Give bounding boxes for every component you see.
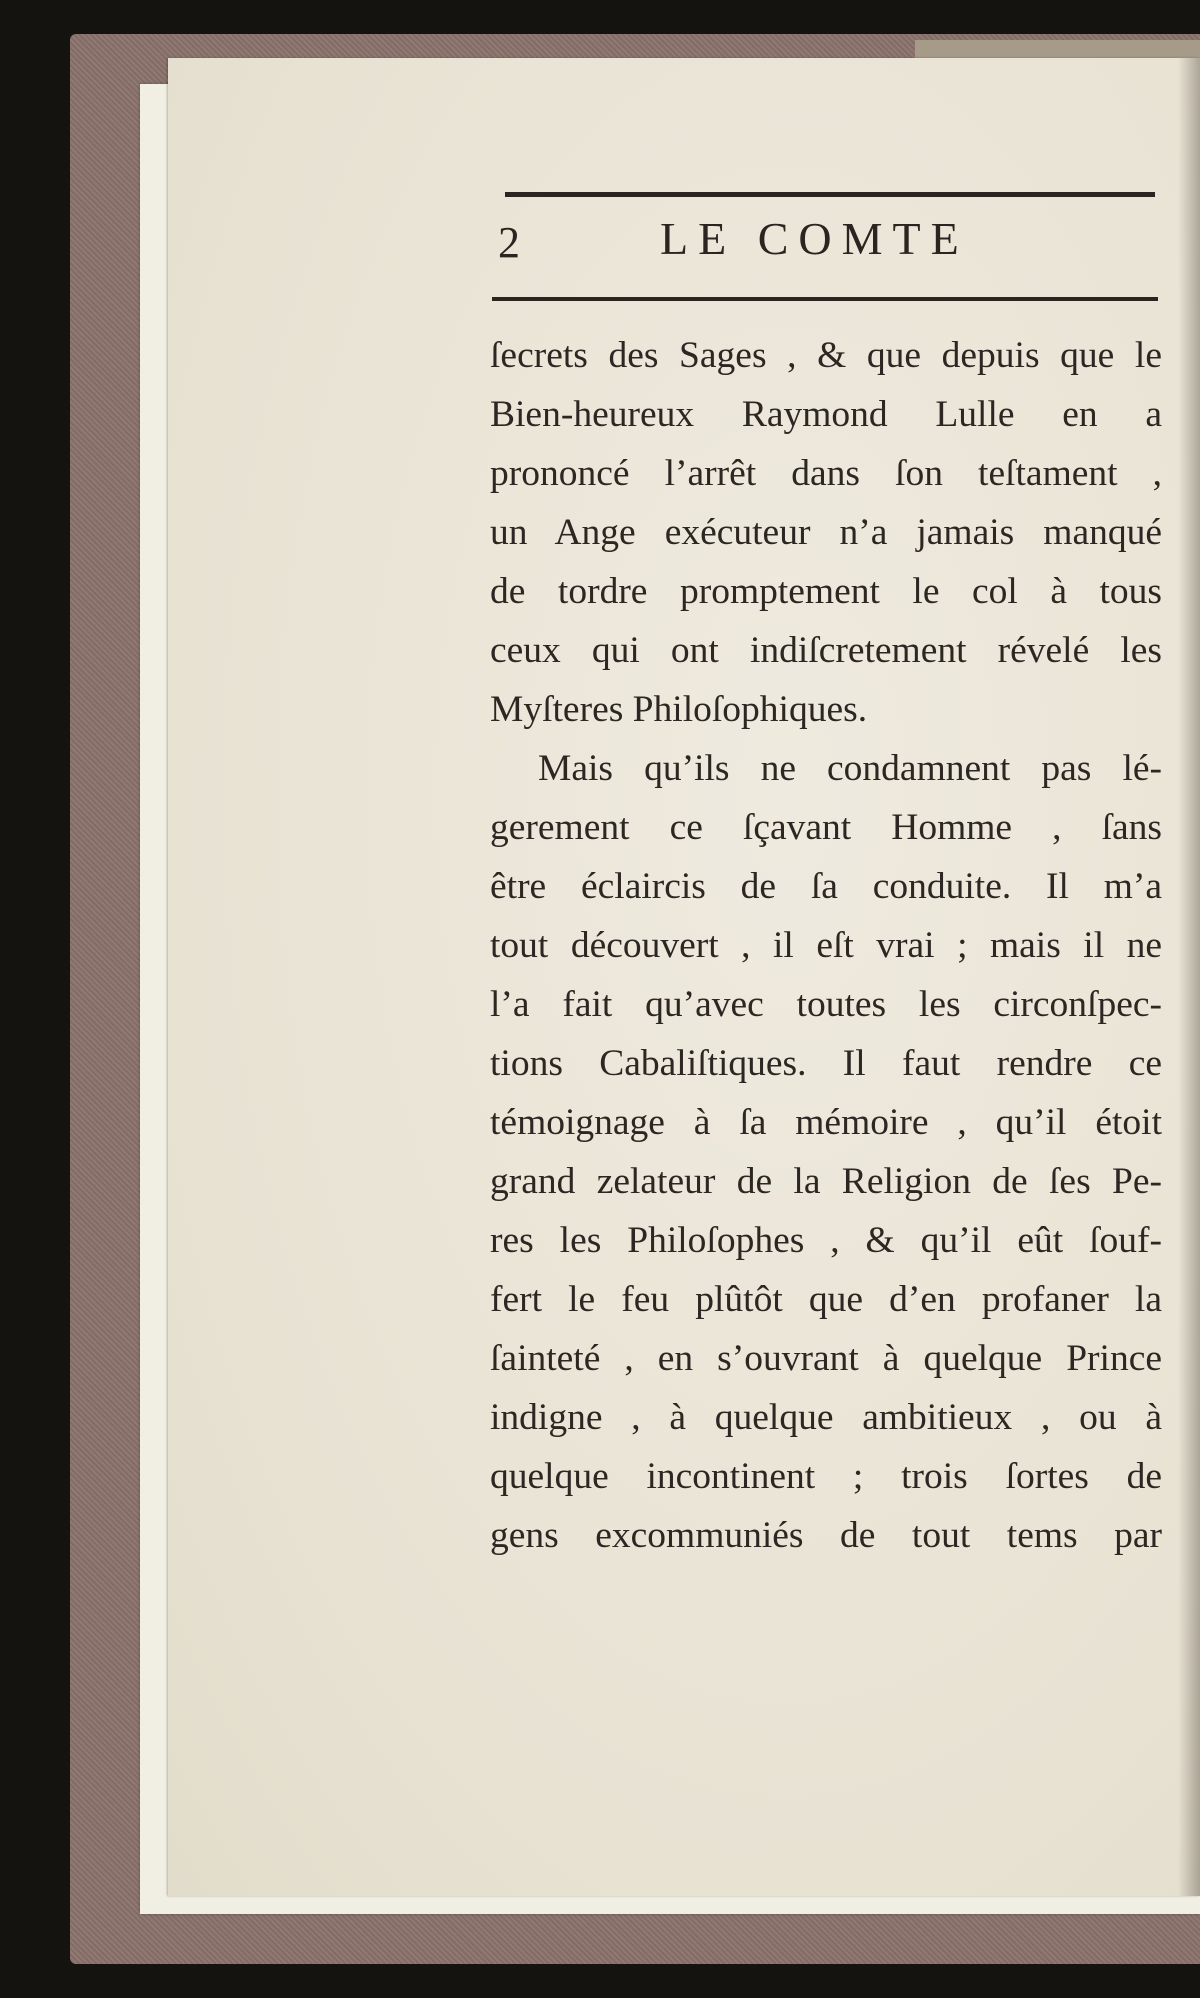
text-line: ſainteté , en s’ouvrant à quelque Prince <box>490 1338 1162 1379</box>
text-line: res les Philoſophes , & qu’il eût ſouf- <box>490 1220 1162 1261</box>
text-line: gens excommuniés de tout tems par <box>490 1515 1162 1556</box>
text-line: ſecrets des Sages , & que depuis que le <box>490 335 1162 376</box>
text-line: gerement ce ſçavant Homme , ſans <box>490 807 1162 848</box>
text-line: prononcé l’arrêt dans ſon teſtament , <box>490 453 1162 494</box>
text-line: Myſteres Philoſophiques. <box>490 689 868 730</box>
body-text <box>490 326 1162 1565</box>
text-line: fert le feu plûtôt que d’en profaner la <box>490 1279 1162 1320</box>
text-line: grand zelateur de la Religion de ſes Pe- <box>490 1161 1162 1202</box>
page-gutter-shadow <box>1178 58 1200 1896</box>
text-line: Bien-heureux Raymond Lulle en a <box>490 394 1162 435</box>
text-line: quelque incontinent ; trois ſortes de <box>490 1456 1162 1497</box>
text-line: tions Cabaliſtiques. Il faut rendre ce <box>490 1043 1162 1084</box>
text-line: indigne , à quelque ambitieux , ou à <box>490 1397 1162 1438</box>
text-line: ceux qui ont indiſcretement révelé les <box>490 630 1162 671</box>
text-line: de tordre promptement le col à tous <box>490 571 1162 612</box>
text-line: témoignage à ſa mémoire , qu’il étoit <box>490 1102 1162 1143</box>
page-number: 2 <box>498 218 520 267</box>
text-line: tout découvert , il eſt vrai ; mais il ne <box>490 925 1162 966</box>
header-rule-top <box>505 192 1155 197</box>
running-head: LE COMTE <box>660 213 969 264</box>
text-line: l’a fait qu’avec toutes les circonſpec- <box>490 984 1162 1025</box>
text-line: Mais qu’ils ne condamnent pas lé- <box>538 748 1162 789</box>
header-rule-bottom <box>492 297 1158 301</box>
text-line: un Ange exécuteur n’a jamais manqué <box>490 512 1162 553</box>
text-line: être éclaircis de ſa conduite. Il m’a <box>490 866 1162 907</box>
